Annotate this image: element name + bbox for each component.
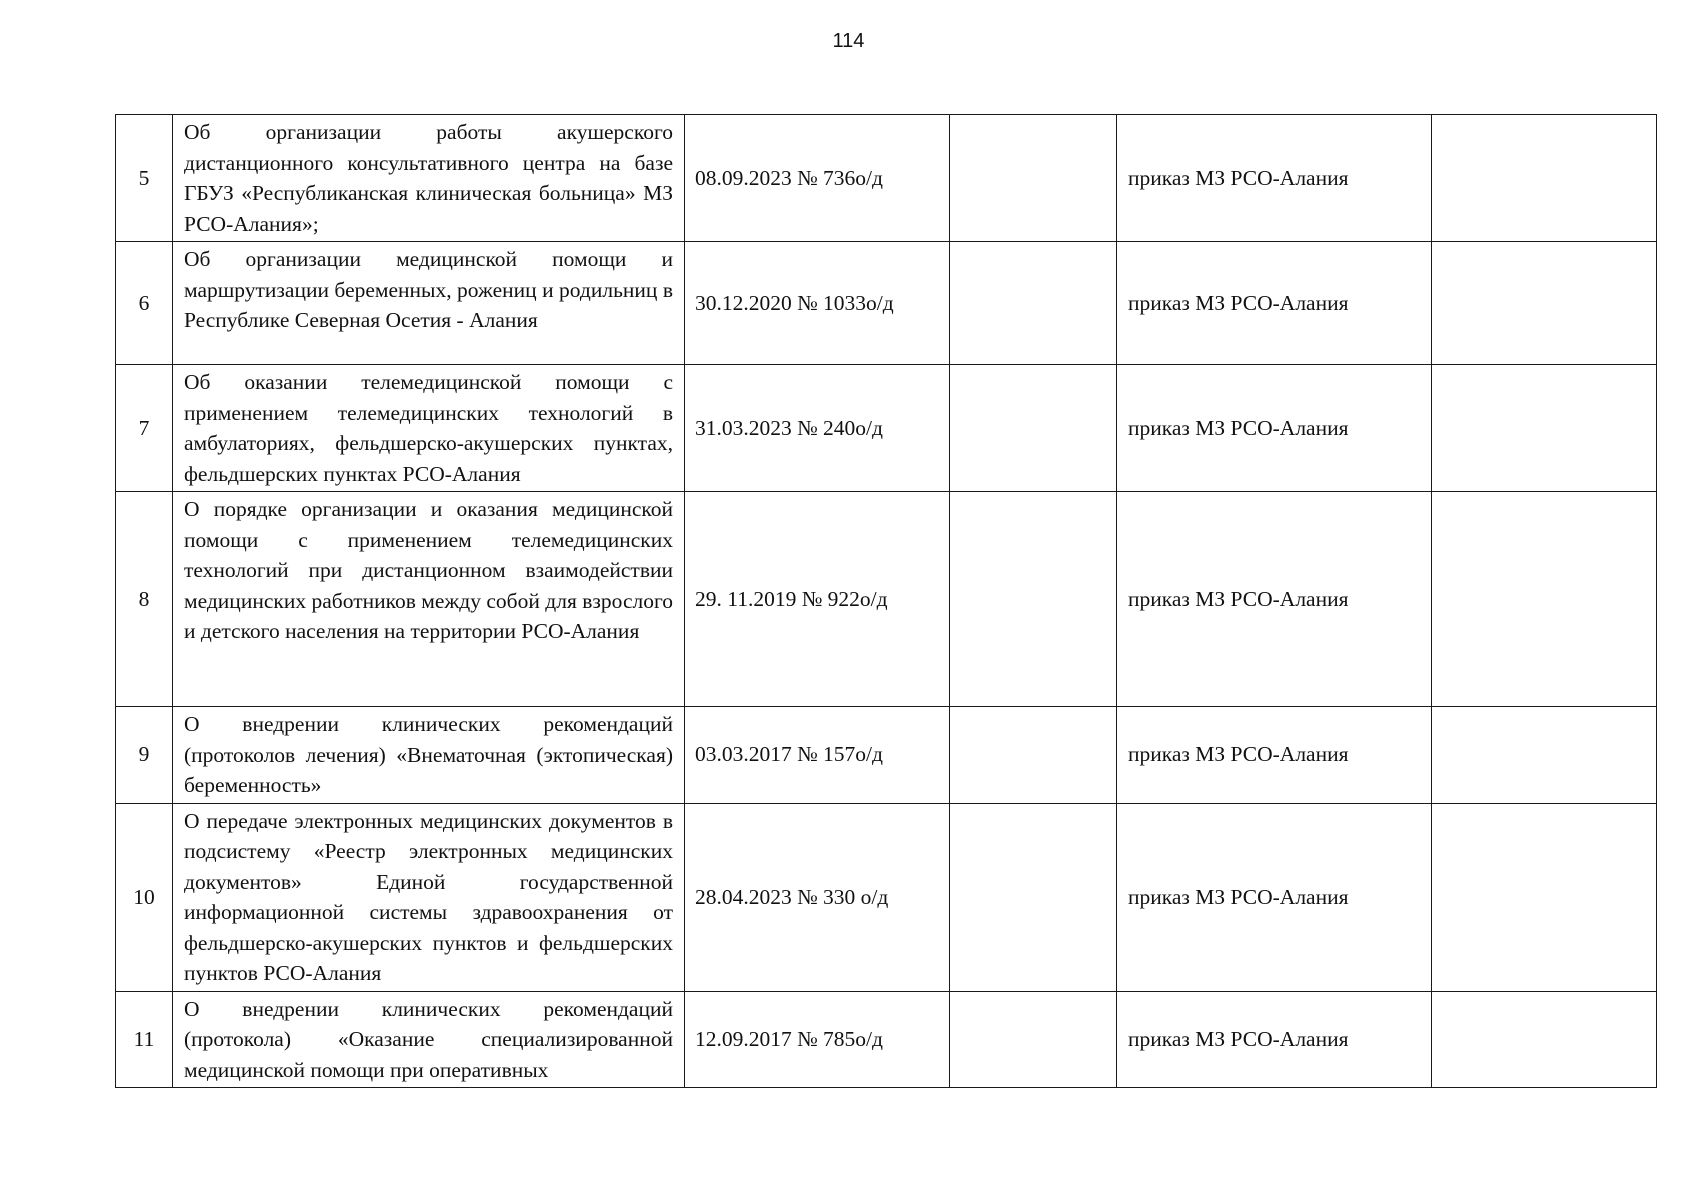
empty-cell: [950, 492, 1117, 707]
document-title: О внедрении клинических рекомендаций (протоколов лечения) «Внематочная (эктопическая) беременность»: [173, 707, 685, 804]
document-title: О порядке организации и оказания медицинской помощи с применением телемедицинских технологий при дистанционном взаимодействии медицинских работников между собой для взрослого и детского населения на территории РСО-Алания: [173, 492, 685, 707]
document-date-number: 03.03.2017 № 157о/д: [685, 707, 950, 804]
documents-table: [115, 114, 1657, 1088]
document-date-number: 31.03.2023 № 240о/д: [685, 365, 950, 492]
empty-cell: [1432, 365, 1657, 492]
table-row: [116, 365, 1657, 492]
empty-cell: [1432, 242, 1657, 365]
table-row: [116, 803, 1657, 991]
document-date-number: 29. 11.2019 № 922о/д: [685, 492, 950, 707]
table-row: [116, 492, 1657, 707]
document-title: О передаче электронных медицинских документов в подсистему «Реестр электронных медицинских документов» Единой государственной информационной системы здравоохранения от фельдшерско-акушерских пунктов и фельдшерских пунктов РСО-Алания: [173, 803, 685, 991]
row-number: 8: [116, 492, 173, 707]
row-number: 11: [116, 991, 173, 1088]
empty-cell: [1432, 115, 1657, 242]
document-date-number: 30.12.2020 № 1033о/д: [685, 242, 950, 365]
empty-cell: [1432, 492, 1657, 707]
document-type: приказ МЗ РСО-Алания: [1117, 365, 1432, 492]
empty-cell: [950, 707, 1117, 804]
document-date-number: 08.09.2023 № 736о/д: [685, 115, 950, 242]
document-title: Об оказании телемедицинской помощи с применением телемедицинских технологий в амбулаториях, фельдшерско-акушерских пунктах, фельдшерских пунктах РСО-Алания: [173, 365, 685, 492]
document-type: приказ МЗ РСО-Алания: [1117, 991, 1432, 1088]
document-title: Об организации медицинской помощи и маршрутизации беременных, рожениц и родильниц в Республике Северная Осетия - Алания: [173, 242, 685, 365]
empty-cell: [1432, 803, 1657, 991]
document-date-number: 28.04.2023 № 330 о/д: [685, 803, 950, 991]
empty-cell: [950, 803, 1117, 991]
empty-cell: [950, 991, 1117, 1088]
row-number: 9: [116, 707, 173, 804]
document-type: приказ МЗ РСО-Алания: [1117, 707, 1432, 804]
empty-cell: [950, 115, 1117, 242]
table-row: [116, 707, 1657, 804]
document-type: приказ МЗ РСО-Алания: [1117, 242, 1432, 365]
empty-cell: [1432, 707, 1657, 804]
row-number: 6: [116, 242, 173, 365]
document-title: Об организации работы акушерского дистанционного консультативного центра на базе ГБУЗ «Республиканская клиническая больница» МЗ РСО-Алания»;: [173, 115, 685, 242]
page-number: 114: [832, 30, 865, 52]
row-number: 5: [116, 115, 173, 242]
empty-cell: [950, 242, 1117, 365]
row-number: 10: [116, 803, 173, 991]
row-number: 7: [116, 365, 173, 492]
document-type: приказ МЗ РСО-Алания: [1117, 115, 1432, 242]
empty-cell: [950, 365, 1117, 492]
table-row: [116, 991, 1657, 1088]
table-row: [116, 242, 1657, 365]
table-row: [116, 115, 1657, 242]
empty-cell: [1432, 991, 1657, 1088]
document-date-number: 12.09.2017 № 785о/д: [685, 991, 950, 1088]
document-type: приказ МЗ РСО-Алания: [1117, 803, 1432, 991]
document-title: О внедрении клинических рекомендаций (протокола) «Оказание специализированной медицинской помощи при оперативных: [173, 991, 685, 1088]
document-type: приказ МЗ РСО-Алания: [1117, 492, 1432, 707]
